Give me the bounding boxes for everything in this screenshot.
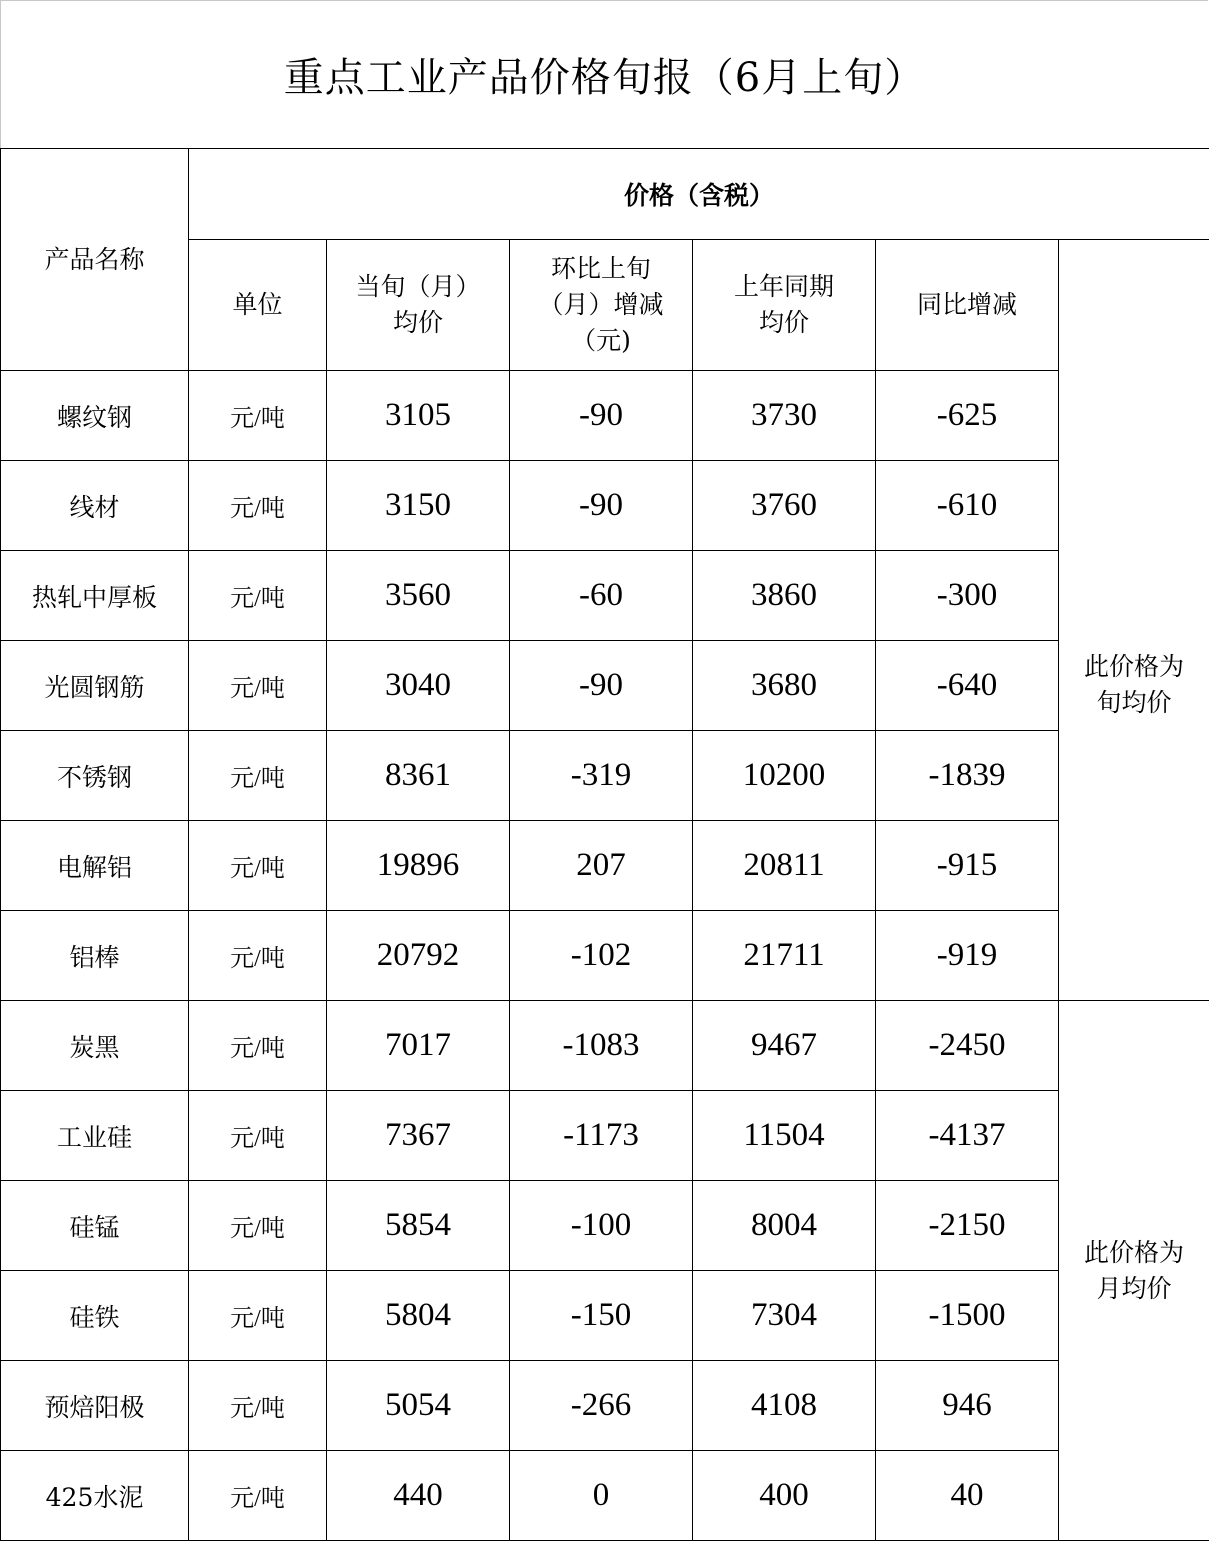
product-name-cell: 线材 [1, 461, 189, 551]
header-current-avg-line: 当旬（月） [355, 272, 481, 301]
header-mom-change-line: （月）增减 [538, 290, 664, 319]
unit-cell: 元/吨 [189, 731, 327, 821]
note-line: 旬均价 [1096, 688, 1172, 718]
table-row [1, 1091, 1209, 1181]
product-name-cell: 预焙阳极 [1, 1361, 189, 1451]
last-year-avg-cell: 11504 [693, 1091, 876, 1181]
unit-cell: 元/吨 [189, 1271, 327, 1361]
header-unit: 单位 [189, 240, 327, 371]
mom-change-cell: 207 [510, 821, 693, 911]
last-year-avg-cell: 3730 [693, 371, 876, 461]
last-year-avg-cell: 4108 [693, 1361, 876, 1451]
product-name-cell: 光圆钢筋 [1, 641, 189, 731]
unit-cell: 元/吨 [189, 1361, 327, 1451]
price-table [0, 148, 1209, 1541]
product-name-cell: 425水泥 [1, 1451, 189, 1541]
unit-cell: 元/吨 [189, 1091, 327, 1181]
table-row [1, 1001, 1209, 1091]
current-avg-cell: 5054 [327, 1361, 510, 1451]
product-name-cell: 铝棒 [1, 911, 189, 1001]
current-avg-cell: 3560 [327, 551, 510, 641]
product-name-cell: 硅铁 [1, 1271, 189, 1361]
unit-cell: 元/吨 [189, 641, 327, 731]
last-year-avg-cell: 3760 [693, 461, 876, 551]
last-year-avg-cell: 8004 [693, 1181, 876, 1271]
last-year-avg-cell: 3680 [693, 641, 876, 731]
table-row [1, 641, 1209, 731]
table-row [1, 551, 1209, 641]
unit-cell: 元/吨 [189, 1451, 327, 1541]
yoy-change-cell: -915 [876, 821, 1059, 911]
yoy-change-cell: -610 [876, 461, 1059, 551]
mom-change-cell: -100 [510, 1181, 693, 1271]
table-row [1, 731, 1209, 821]
product-name-cell: 工业硅 [1, 1091, 189, 1181]
mom-change-cell: -319 [510, 731, 693, 821]
current-avg-cell: 440 [327, 1451, 510, 1541]
header-price-group: 价格（含税） [189, 149, 1209, 240]
report-title-box [0, 0, 1208, 148]
mom-change-cell: -90 [510, 461, 693, 551]
table-row [1, 1181, 1209, 1271]
mom-change-cell: 0 [510, 1451, 693, 1541]
mom-change-cell: -60 [510, 551, 693, 641]
note-dekad-average [1059, 371, 1209, 1001]
unit-cell: 元/吨 [189, 551, 327, 641]
current-avg-cell: 20792 [327, 911, 510, 1001]
product-name-cell: 不锈钢 [1, 731, 189, 821]
current-avg-cell: 3040 [327, 641, 510, 731]
yoy-change-cell: -919 [876, 911, 1059, 1001]
unit-cell: 元/吨 [189, 1181, 327, 1271]
current-avg-cell: 3105 [327, 371, 510, 461]
note-line: 月均价 [1096, 1273, 1172, 1303]
header-product-name: 产品名称 [1, 149, 189, 371]
unit-cell: 元/吨 [189, 911, 327, 1001]
yoy-change-cell: -625 [876, 371, 1059, 461]
table-row [1, 461, 1209, 551]
current-avg-cell: 5854 [327, 1181, 510, 1271]
table-row [1, 821, 1209, 911]
yoy-change-cell: -300 [876, 551, 1059, 641]
table-row [1, 371, 1209, 461]
last-year-avg-cell: 10200 [693, 731, 876, 821]
last-year-avg-cell: 3860 [693, 551, 876, 641]
yoy-change-cell: 946 [876, 1361, 1059, 1451]
product-name-cell: 热轧中厚板 [1, 551, 189, 641]
table-row [1, 1451, 1209, 1541]
mom-change-cell: -1083 [510, 1001, 693, 1091]
note-monthly-average [1059, 1001, 1209, 1541]
header-current-avg-line: 均价 [392, 308, 443, 337]
table-row [1, 1271, 1209, 1361]
current-avg-cell: 5804 [327, 1271, 510, 1361]
mom-change-cell: -1173 [510, 1091, 693, 1181]
yoy-change-cell: -4137 [876, 1091, 1059, 1181]
yoy-change-cell: 40 [876, 1451, 1059, 1541]
header-last-year-avg [693, 240, 876, 371]
product-name-cell: 硅锰 [1, 1181, 189, 1271]
note-line: 此价格为 [1084, 1237, 1185, 1267]
header-mom-change-line: 环比上旬 [550, 254, 651, 283]
note-line: 此价格为 [1084, 652, 1185, 682]
product-name-cell: 炭黑 [1, 1001, 189, 1091]
yoy-change-cell: -1839 [876, 731, 1059, 821]
header-mom-change [510, 240, 693, 371]
current-avg-cell: 7367 [327, 1091, 510, 1181]
report-title: 重点工业产品价格旬报（6月上旬） [283, 55, 926, 101]
header-current-avg [327, 240, 510, 371]
yoy-change-cell: -2450 [876, 1001, 1059, 1091]
header-yoy-change: 同比增减 [876, 240, 1059, 371]
last-year-avg-cell: 20811 [693, 821, 876, 911]
yoy-change-cell: -640 [876, 641, 1059, 731]
header-mom-change-line: （元) [571, 326, 631, 355]
last-year-avg-cell: 400 [693, 1451, 876, 1541]
current-avg-cell: 7017 [327, 1001, 510, 1091]
table-row [1, 911, 1209, 1001]
mom-change-cell: -102 [510, 911, 693, 1001]
last-year-avg-cell: 9467 [693, 1001, 876, 1091]
unit-cell: 元/吨 [189, 371, 327, 461]
last-year-avg-cell: 7304 [693, 1271, 876, 1361]
yoy-change-cell: -2150 [876, 1181, 1059, 1271]
table-row [1, 1361, 1209, 1451]
unit-cell: 元/吨 [189, 821, 327, 911]
unit-cell: 元/吨 [189, 1001, 327, 1091]
mom-change-cell: -266 [510, 1361, 693, 1451]
header-last-year-avg-line: 均价 [758, 308, 809, 337]
unit-cell: 元/吨 [189, 461, 327, 551]
mom-change-cell: -90 [510, 641, 693, 731]
last-year-avg-cell: 21711 [693, 911, 876, 1001]
mom-change-cell: -150 [510, 1271, 693, 1361]
yoy-change-cell: -1500 [876, 1271, 1059, 1361]
current-avg-cell: 19896 [327, 821, 510, 911]
current-avg-cell: 3150 [327, 461, 510, 551]
header-note-spacer [1059, 240, 1209, 371]
header-last-year-avg-line: 上年同期 [733, 272, 834, 301]
current-avg-cell: 8361 [327, 731, 510, 821]
product-name-cell: 电解铝 [1, 821, 189, 911]
product-name-cell: 螺纹钢 [1, 371, 189, 461]
mom-change-cell: -90 [510, 371, 693, 461]
